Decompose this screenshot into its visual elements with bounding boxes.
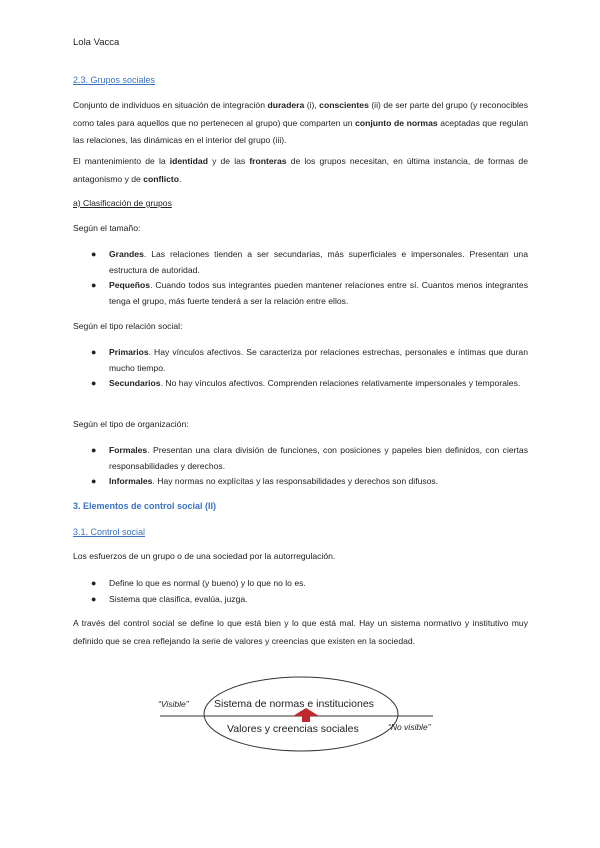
subheading-classification: a) Clasificación de grupos	[73, 198, 172, 208]
list-item: ● Formales. Presentan una clara división de funciones, con posiciones y papeles bien definidos, con ciertas responsabilidades y derechos.	[91, 445, 528, 471]
bullet-icon: ●	[91, 578, 97, 588]
paragraph-self-regulation: Los esfuerzos de un grupo o de una sociedad por la autorregulación.	[73, 551, 336, 561]
diagram-top-text: Sistema de normas e instituciones	[214, 698, 374, 710]
bullet-icon: ●	[91, 249, 97, 259]
bullet-icon: ●	[91, 378, 97, 388]
up-arrow-icon	[293, 708, 319, 722]
list-item: ● Define lo que es normal (y bueno) y lo que no lo es.	[91, 576, 528, 592]
diagram-bottom-text: Valores y creencias sociales	[227, 723, 359, 735]
bullet-icon: ●	[91, 347, 97, 357]
label-organization: Según el tipo de organización:	[73, 419, 189, 429]
list-item: ● Primarios. Hay vínculos afectivos. Se caracteriza por relaciones estrechas, personales e íntimas que duran mucho tiempo.	[91, 347, 528, 373]
label-size: Según el tamaño:	[73, 223, 141, 233]
list-item: ● Secundarios. No hay vínculos afectivos. Comprenden relaciones relativamente impersonales y temporales.	[91, 376, 528, 392]
bullet-icon: ●	[91, 593, 97, 604]
list-size	[91, 247, 528, 309]
social-control-diagram	[150, 673, 440, 755]
section-2-3-title[interactable]: 2.3. Grupos sociales	[73, 75, 156, 85]
section-3-title: 3. Elementos de control social (II)	[73, 501, 217, 511]
paragraph-identity: El mantenimiento de la identidad y de las fronteras de los grupos necesitan, en última instancia, de formas de antagonismo y de conflicto.	[73, 156, 528, 184]
section-3-1-title[interactable]: 3.1. Control social	[73, 527, 146, 537]
list-relation	[91, 345, 528, 392]
list-item: ● Grandes. Las relaciones tienden a ser secundarias, más superficiales e impersonales. Presentan una estructura de autoridad.	[91, 249, 528, 275]
list-control	[91, 576, 528, 607]
author-header: Lola Vacca	[73, 37, 120, 48]
list-organization	[91, 443, 528, 490]
paragraph-control: A través del control social se define lo que está bien y lo que está mal. Hay un sistema normativo y institutivo muy definido que se crea reflejando la serie de valores y creencias que existen en la sociedad.	[73, 618, 528, 646]
bullet-icon: ●	[91, 280, 97, 290]
bullet-icon: ●	[91, 476, 97, 486]
list-item: ● Sistema que clasifica, evalúa, juzga.	[91, 592, 528, 608]
list-item: ● Pequeños. Cuando todos sus integrantes pueden mantener relaciones entre sí. Cuantos menos integrantes tenga el grupo, más fuerte tenderá a ser la relación entre ellos.	[91, 280, 528, 306]
paragraph-definition: Conjunto de individuos en situación de integración duradera (i), conscientes (ii) de ser parte del grupo (y reconocibles como tales para aquellos que no pertenecen al grupo) que comparten un conjunto de normas aceptadas que regulan las relaciones, las dinámicas en el interior del grupo (iii).	[73, 100, 529, 145]
not-visible-label: “No visible”	[388, 722, 431, 732]
list-item: ● Informales. Hay normas no explícitas y las responsabilidades y derechos son difusos.	[91, 474, 528, 490]
visible-label: “Visible”	[158, 699, 189, 709]
label-relation: Según el tipo relación social:	[73, 321, 183, 331]
bullet-icon: ●	[91, 445, 97, 455]
